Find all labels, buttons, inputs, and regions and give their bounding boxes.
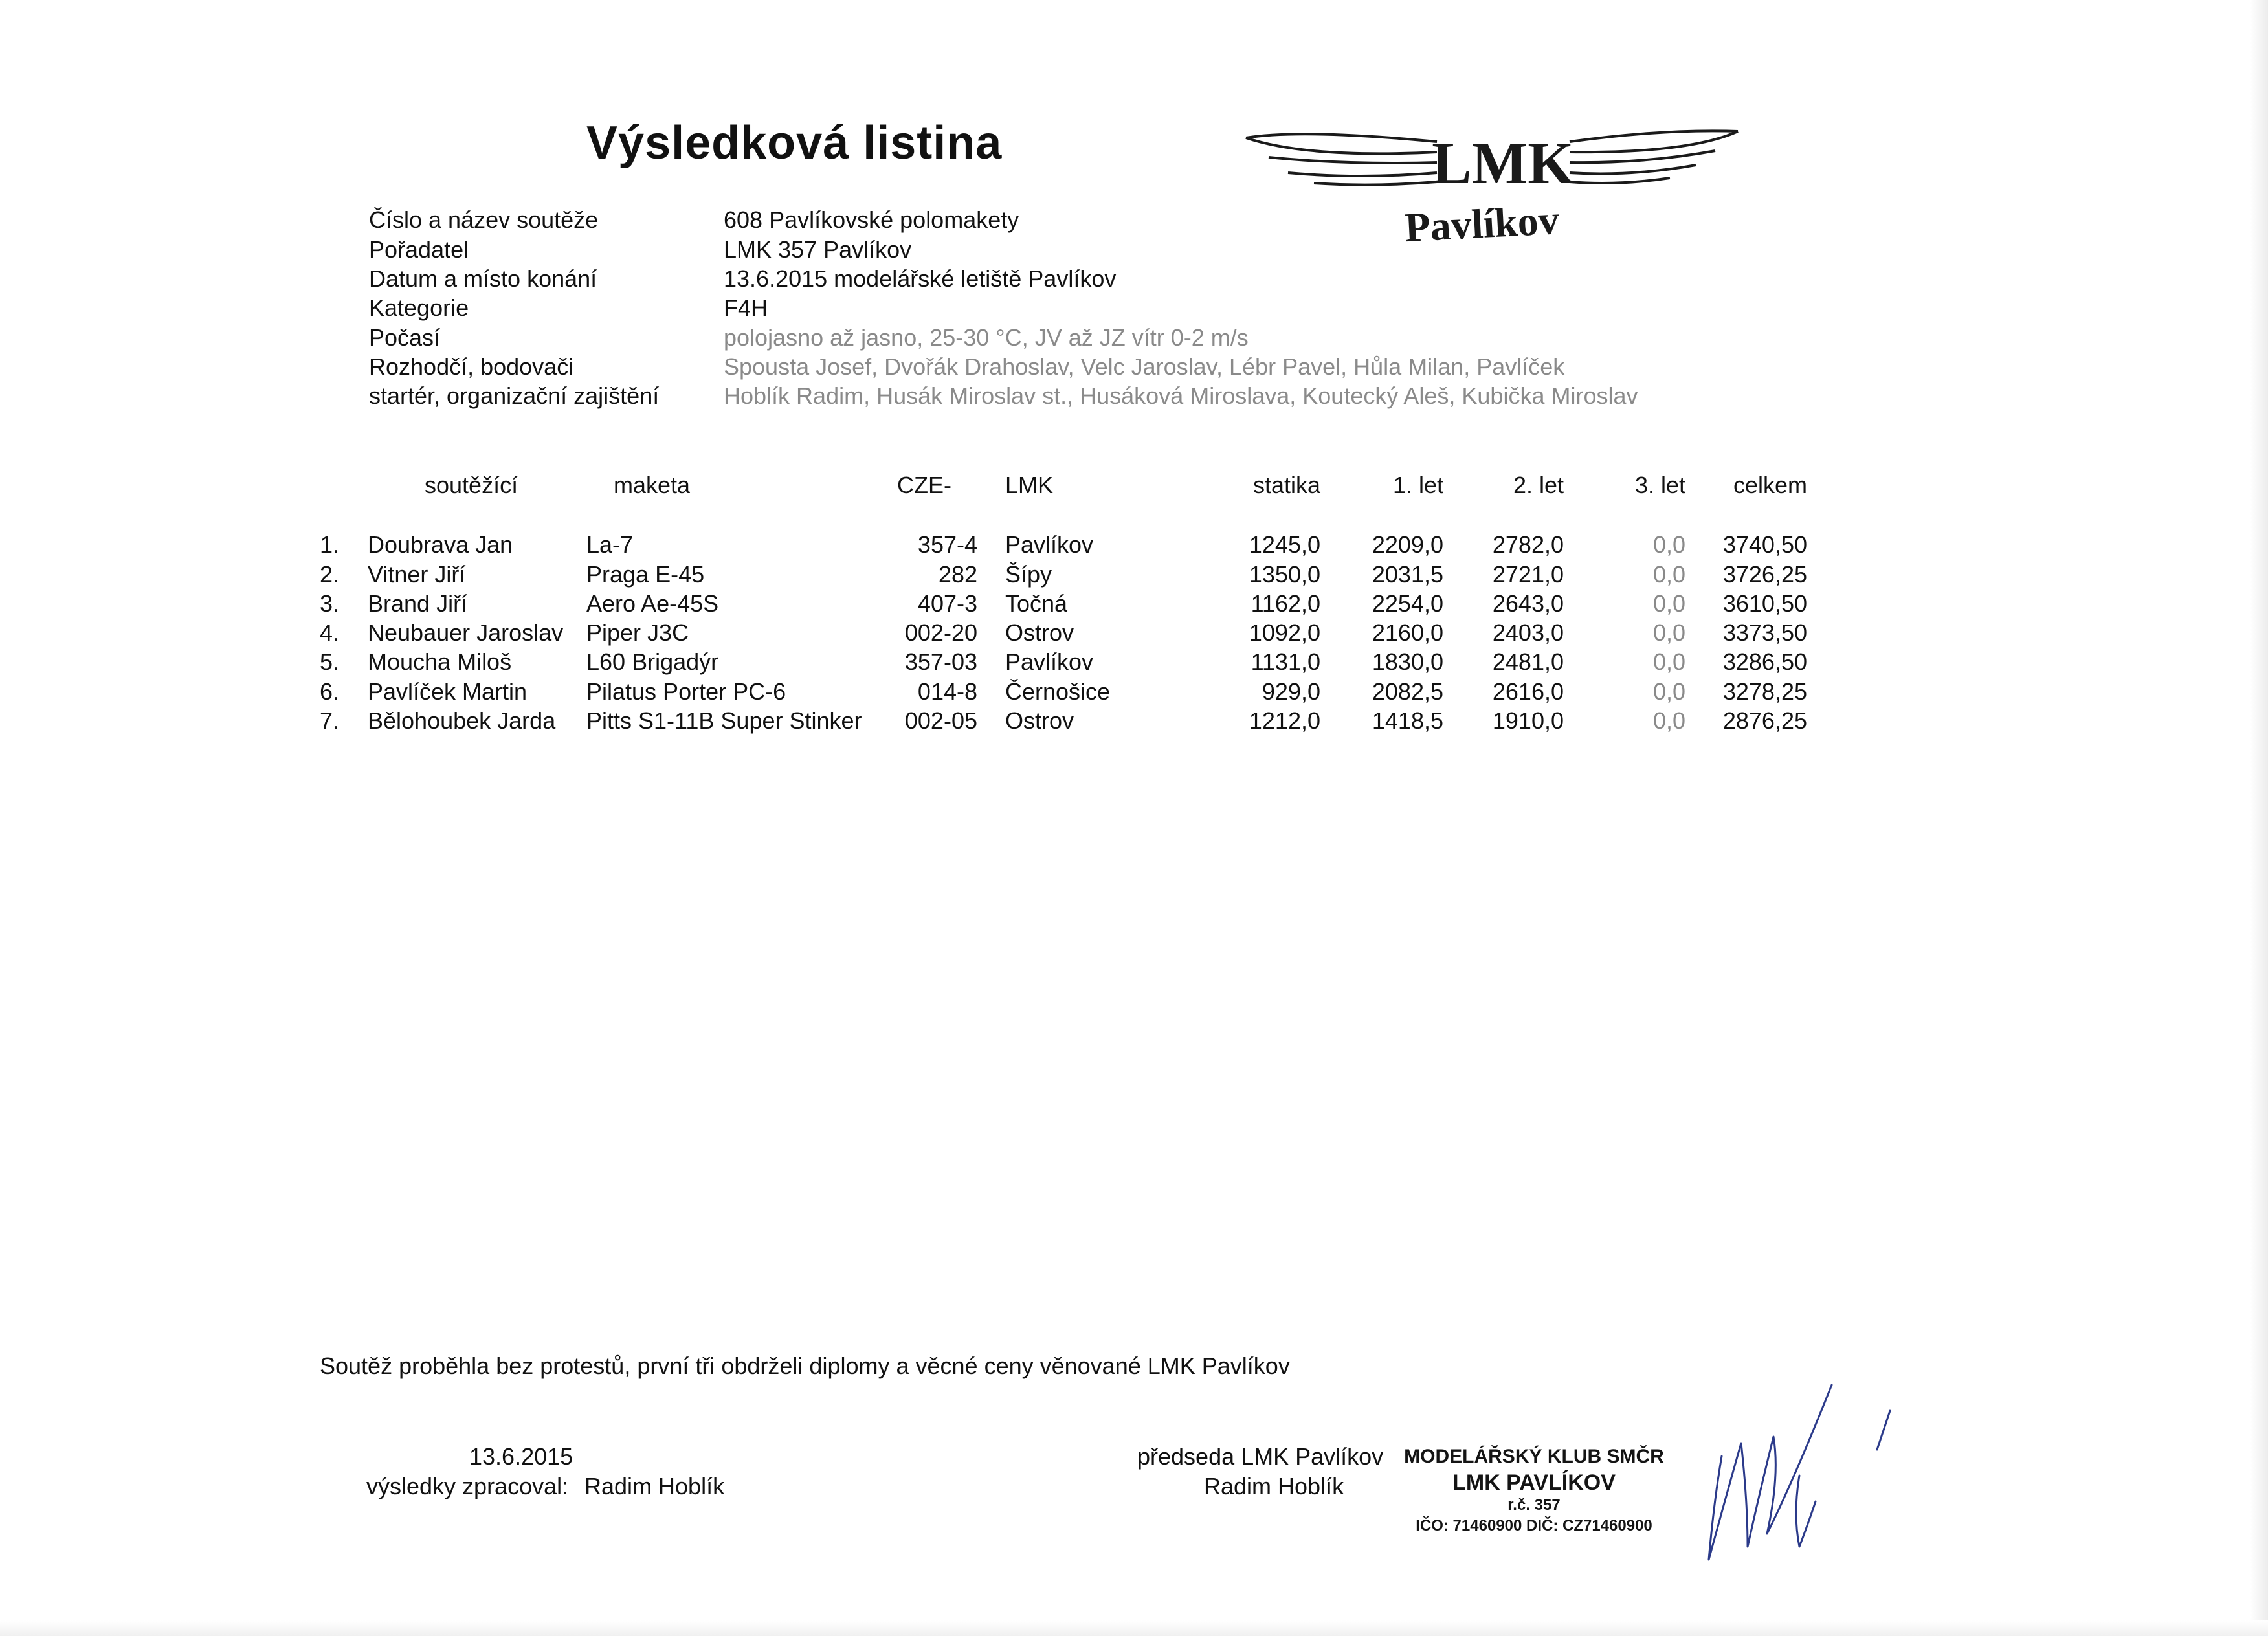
info-label-organizer: Pořadatel [369,236,469,263]
cell-lmk: Pavlíkov [1005,531,1094,558]
logo-wing-left-5 [1314,182,1437,185]
cell-flight1: 2082,5 [1372,678,1443,705]
logo-wing-right-4 [1570,165,1696,174]
cell-flight2: 2643,0 [1492,590,1564,617]
stamp-line-reg: r.č. 357 [1507,1496,1561,1514]
cell-flight3: 0,0 [1652,590,1685,617]
cell-rank: 2. [320,561,340,588]
cell-name: Pavlíček Martin [368,678,528,705]
cell-rank: 1. [320,531,340,558]
cell-flight3: 0,0 [1652,707,1685,734]
competition-note: Soutěž proběhla bez protestů, první tři obdrželi diplomy a věcné ceny věnované LMK Pavlíkov [320,1353,1290,1379]
cell-rank: 5. [320,648,340,675]
cell-name: Neubauer Jaroslav [368,619,564,646]
cell-rank: 3. [320,590,340,617]
cell-flight3: 0,0 [1652,678,1685,705]
cell-flight2: 2782,0 [1492,531,1564,558]
cell-flight1: 2254,0 [1372,590,1443,617]
cell-flight1: 2031,5 [1372,561,1443,588]
info-value-competition: 608 Pavlíkovské polomakety [724,206,1019,233]
cell-flight1: 2160,0 [1372,619,1443,646]
cell-total: 3278,25 [1722,678,1807,705]
info-label-judges: Rozhodčí, bodovači [369,353,574,380]
signature-graphic [1702,1372,1909,1566]
signature-stroke-3 [1877,1411,1890,1450]
stamp-line-ids: IČO: 71460900 DIČ: CZ71460900 [1416,1517,1652,1534]
cell-model: Pilatus Porter PC-6 [586,678,786,705]
cell-cze: 357-4 [917,531,977,558]
header-cze: CZE- [897,472,951,498]
cell-static: 1162,0 [1251,590,1320,617]
logo-wing-left-3 [1269,157,1437,163]
page-edge-shadow [2250,0,2268,1636]
cell-flight2: 2721,0 [1492,561,1564,588]
header-competitor: soutěžící [425,472,518,498]
cell-name: Vitner Jiří [368,561,466,588]
header-model: maketa [614,472,691,498]
cell-model: Piper J3C [586,619,689,646]
cell-flight2: 2481,0 [1492,648,1564,675]
cell-static: 1131,0 [1251,648,1320,675]
cell-rank: 4. [320,619,340,646]
cell-name: Moucha Miloš [368,648,512,675]
logo-wing-left-4 [1288,173,1437,176]
info-value-judges: Spousta Josef, Dvořák Drahoslav, Velc Jaroslav, Lébr Pavel, Hůla Milan, Pavlíček [724,353,1565,380]
cell-lmk: Černošice [1005,678,1111,705]
cell-flight1: 1418,5 [1372,707,1443,734]
cell-total: 3740,50 [1722,531,1807,558]
cell-flight3: 0,0 [1652,648,1685,675]
header-total: celkem [1733,472,1807,498]
page-bottom-edge [0,1620,2268,1636]
cell-static: 1092,0 [1249,619,1320,646]
cell-flight3: 0,0 [1652,561,1685,588]
info-label-weather: Počasí [369,324,441,351]
cell-total: 3610,50 [1722,590,1807,617]
cell-lmk: Pavlíkov [1005,648,1094,675]
cell-lmk: Ostrov [1005,707,1074,734]
stamp-line-name: LMK PAVLÍKOV [1452,1470,1616,1495]
logo-main-text: LMK [1432,130,1574,196]
cell-cze: 014-8 [917,678,977,705]
cell-flight3: 0,0 [1652,531,1685,558]
cell-static: 1212,0 [1249,707,1320,734]
cell-name: Bělohoubek Jarda [368,707,556,734]
info-value-date-place: 13.6.2015 modelářské letiště Pavlíkov [724,265,1117,292]
cell-total: 3726,25 [1722,561,1807,588]
logo-sub-text: Pavlíkov [1403,196,1561,251]
footer-chair-name: Radim Hoblík [1204,1473,1344,1499]
cell-flight2: 1910,0 [1492,707,1564,734]
cell-model: La-7 [586,531,634,558]
header-flight2: 2. let [1513,472,1564,498]
info-value-category: F4H [724,294,768,321]
info-value-starter: Hoblík Radim, Husák Miroslav st., Husáková Miroslava, Koutecký Aleš, Kubička Miroslav [724,382,1638,409]
footer-chair-label: předseda LMK Pavlíkov [1137,1443,1384,1470]
cell-cze: 002-20 [904,619,977,646]
header-flight1: 1. let [1392,472,1443,498]
cell-flight3: 0,0 [1652,619,1685,646]
document-title: Výsledková listina [586,117,1003,169]
info-value-organizer: LMK 357 Pavlíkov [724,236,912,263]
info-label-date-place: Datum a místo konání [369,265,597,292]
logo-wing-right-5 [1570,178,1670,183]
cell-static: 1245,0 [1249,531,1320,558]
header-lmk: LMK [1005,472,1054,498]
header-flight3: 3. let [1634,472,1685,498]
cell-name: Brand Jiří [368,590,468,617]
cell-rank: 7. [320,707,340,734]
footer-processed-name: Radim Hoblík [584,1473,725,1499]
stamp-line-club: MODELÁŘSKÝ KLUB SMČR [1404,1446,1664,1467]
cell-name: Doubrava Jan [368,531,513,558]
cell-cze: 407-3 [917,590,977,617]
cell-total: 3286,50 [1722,648,1807,675]
signature [1702,1372,1909,1566]
cell-cze: 357-03 [904,648,977,675]
cell-flight1: 1830,0 [1372,648,1443,675]
cell-lmk: Točná [1005,590,1068,617]
cell-flight2: 2403,0 [1492,619,1564,646]
header-static: statika [1252,472,1320,498]
signature-stroke-1 [1709,1385,1832,1560]
lmk-logo-graphic [1243,120,1741,269]
cell-rank: 6. [320,678,340,705]
cell-model: L60 Brigadýr [586,648,719,675]
cell-total: 2876,25 [1722,707,1807,734]
footer-date: 13.6.2015 [469,1443,573,1470]
cell-flight1: 2209,0 [1372,531,1443,558]
cell-flight2: 2616,0 [1492,678,1564,705]
cell-static: 1350,0 [1249,561,1320,588]
info-label-category: Kategorie [369,294,469,321]
cell-cze: 282 [938,561,977,588]
info-value-weather: polojasno až jasno, 25-30 °C, JV až JZ vítr 0-2 m/s [724,324,1249,351]
logo-wing-right-2 [1570,131,1738,152]
cell-static: 929,0 [1262,678,1320,705]
info-label-starter: startér, organizační zajištění [369,382,660,409]
footer-processed-label: výsledky zpracoval: [366,1473,569,1499]
cell-cze: 002-05 [904,707,977,734]
cell-model: Pitts S1-11B Super Stinker [586,707,862,734]
logo-wing-left-1 [1246,134,1437,142]
cell-model: Praga E-45 [586,561,705,588]
cell-total: 3373,50 [1722,619,1807,646]
lmk-logo [1243,120,1741,269]
info-label-competition: Číslo a název soutěže [369,206,599,233]
cell-lmk: Šípy [1005,561,1052,588]
cell-lmk: Ostrov [1005,619,1074,646]
signature-stroke-2 [1796,1476,1816,1547]
cell-model: Aero Ae-45S [586,590,719,617]
